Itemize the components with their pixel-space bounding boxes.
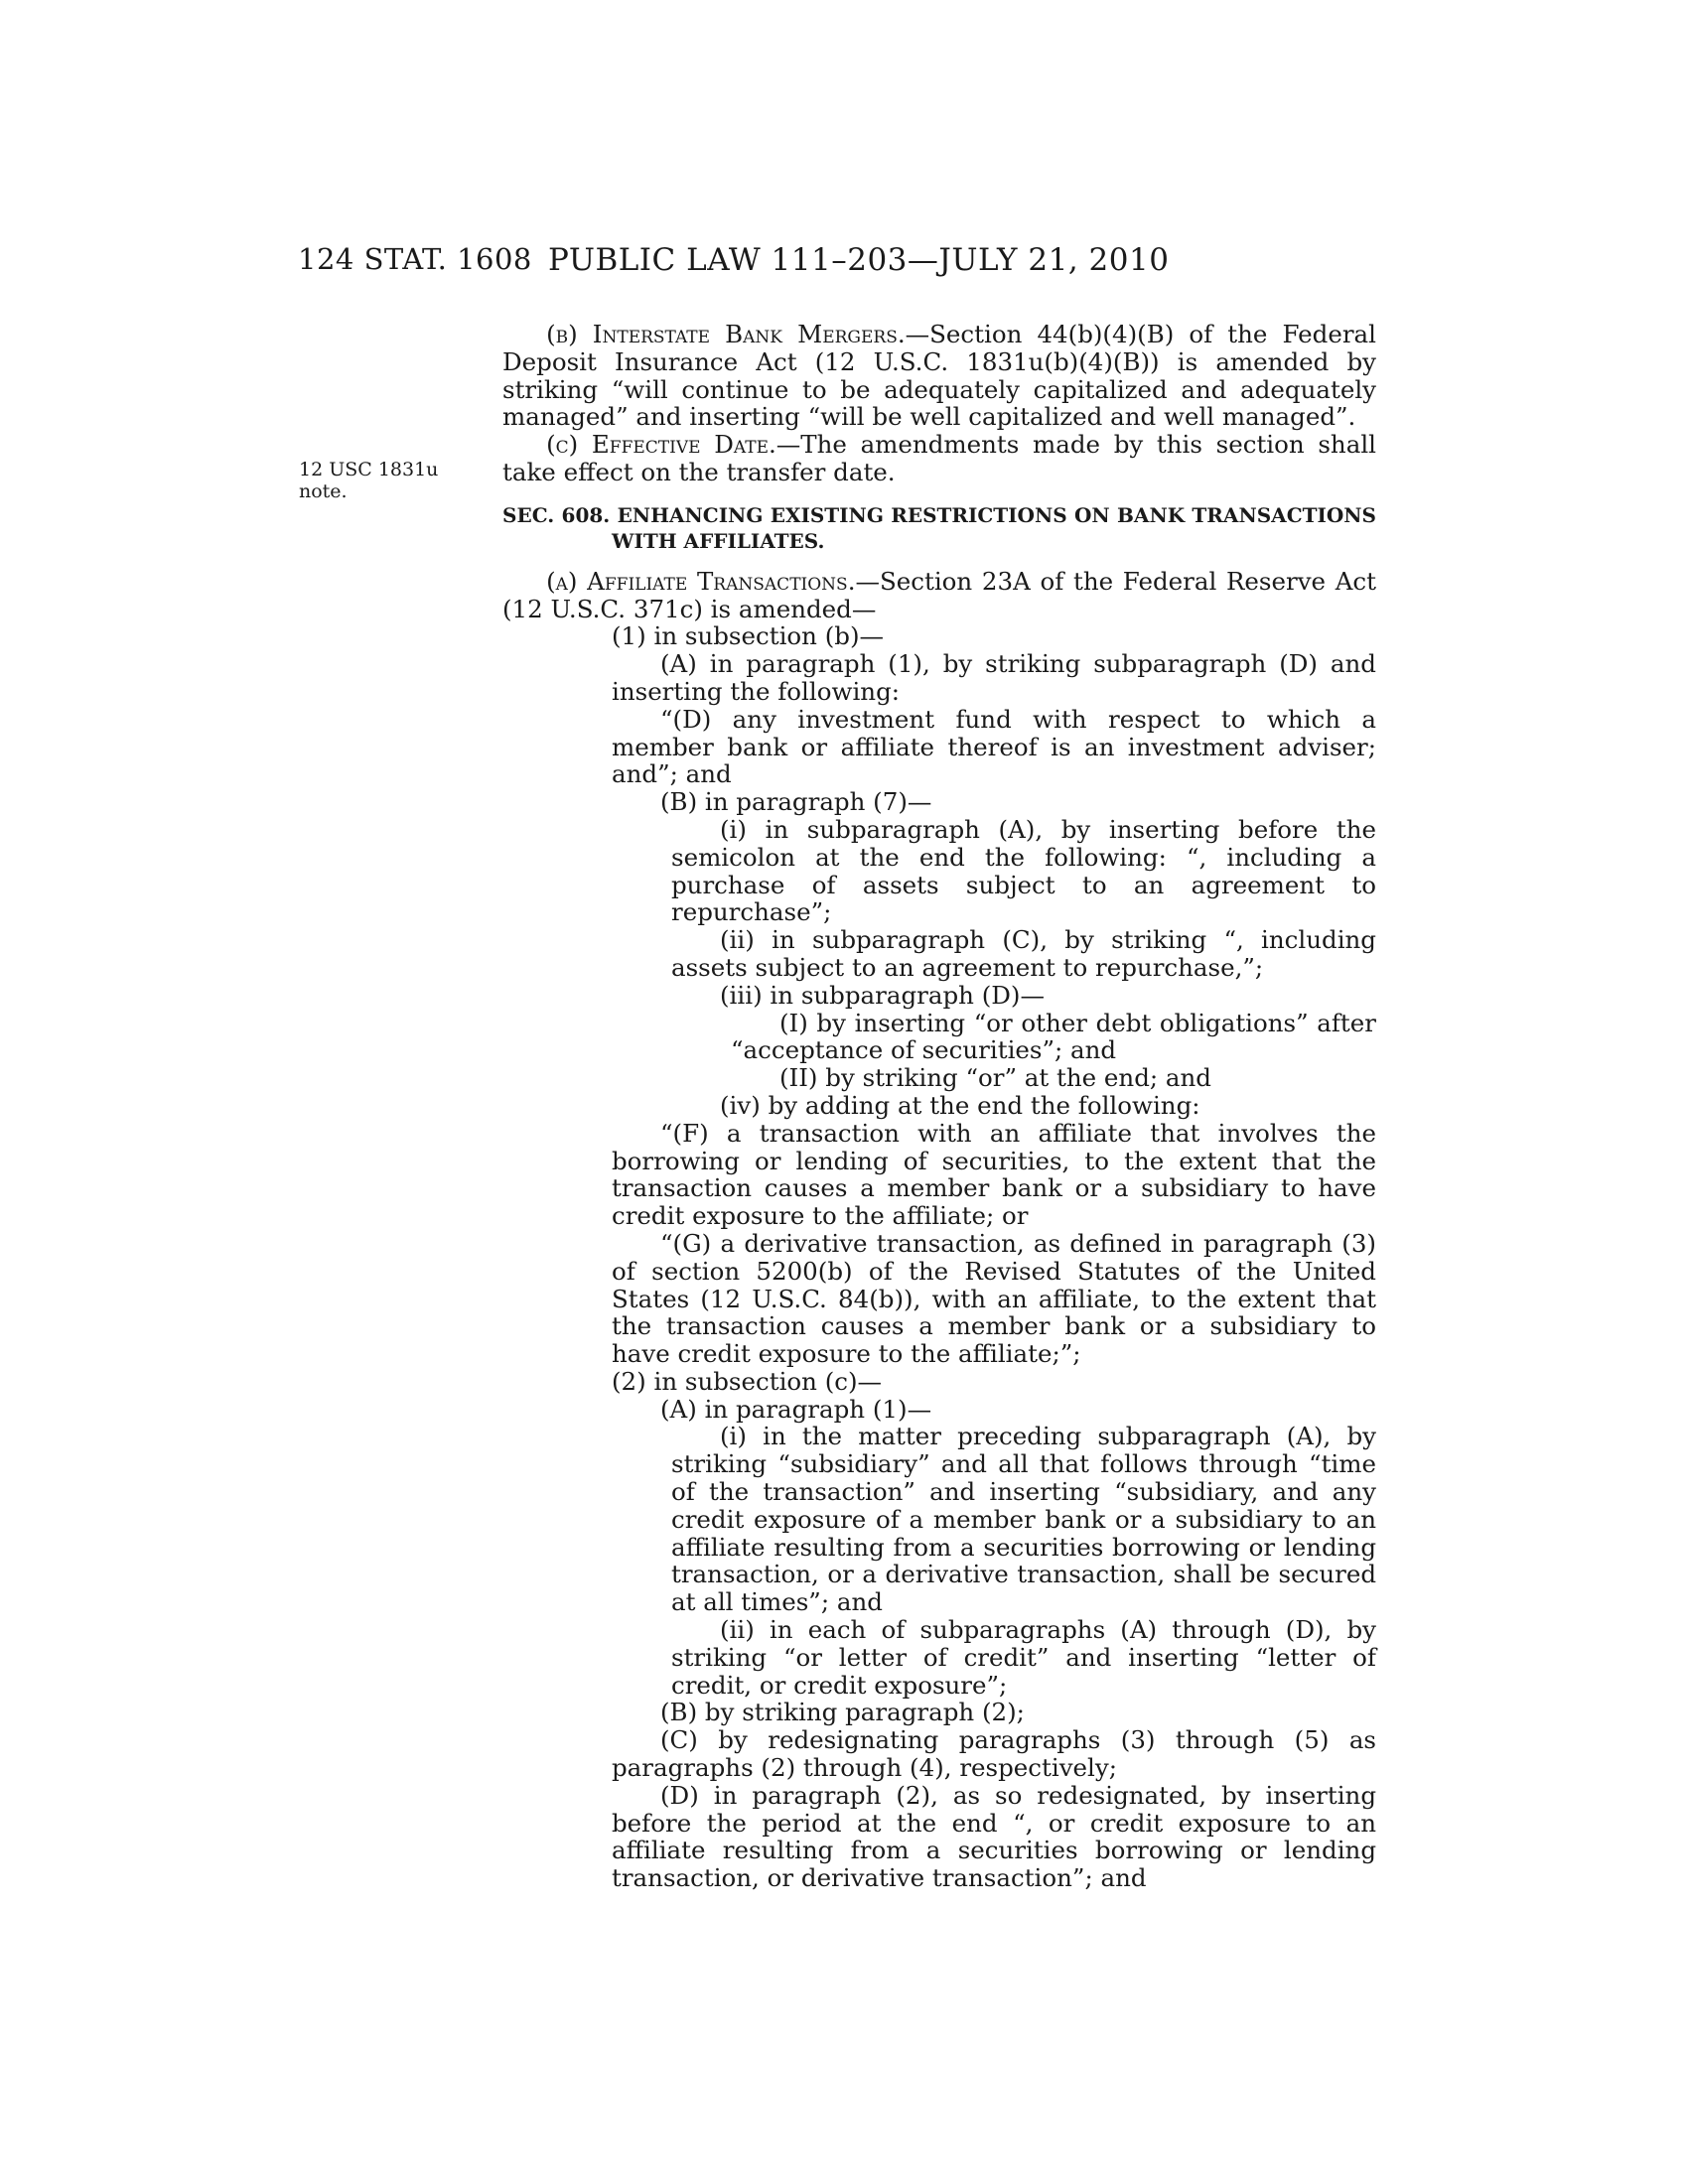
subsection-a-text: —Section 23A of the Federal Reserve Act (12 U.S.C. 371c) is amended— bbox=[502, 566, 1377, 623]
margin-note-citation: 12 USC 1831u bbox=[299, 459, 439, 480]
subsection-a-heading: (a) Affiliate Transactions. bbox=[546, 566, 856, 596]
list-item: (I) by inserting “or other debt obligations” after “acceptance of securities”; and bbox=[731, 1008, 1376, 1065]
list-item: (iv) by adding at the end the following: bbox=[720, 1090, 1200, 1120]
list-item: (i) in subparagraph (A), by inserting before the semicolon at the end the following: “, including a purchase of assets subject to an agreement to repurchase”; bbox=[671, 814, 1376, 927]
subsection-c bbox=[502, 431, 1376, 486]
list-item: (A) in paragraph (1)— bbox=[660, 1394, 932, 1424]
list-item: (C) by redesignating paragraphs (3) through (5) as paragraphs (2) through (4), respectively; bbox=[612, 1725, 1376, 1783]
list-item: “(D) any investment fund with respect to which a member bank or affiliate thereof is an investment adviser; and”; and bbox=[612, 704, 1376, 789]
document-body bbox=[502, 321, 1376, 1892]
list-item: (B) in paragraph (7)— bbox=[660, 787, 932, 817]
list-item: (i) in the matter preceding subparagraph (A), by striking “subsidiary” and all that follows through “time of the transaction” and inserting “subsidiary, and any credit exposure of a member bank or a subsidiary to an affiliate resulting from a securities borrowing or lending transaction, or a derivative transaction, shall be secured at all times”; and bbox=[671, 1422, 1376, 1617]
list-item: (iii) in subparagraph (D)— bbox=[720, 980, 1045, 1010]
list-item: (A) in paragraph (1), by striking subparagraph (D) and inserting the following: bbox=[612, 649, 1376, 706]
list-item: (2) in subsection (c)— bbox=[612, 1366, 883, 1396]
list-item: (B) by striking paragraph (2); bbox=[660, 1698, 1025, 1727]
subsection-c-text: —The amendments made by this section shall take effect on the transfer date. bbox=[502, 430, 1376, 486]
list-item: “(G) a derivative transaction, as defined in paragraph (3) of section 5200(b) of the Revised Statutes of the United States (12 U.S.C. 84(b)), with an affiliate, to the extent that the transaction causes a member bank or a subsidiary to have credit exposure to the affiliate;”; bbox=[612, 1228, 1376, 1369]
list-item: (ii) in each of subparagraphs (A) through (D), by striking “or letter of credit” and inserting “letter of credit, or credit exposure”; bbox=[671, 1615, 1376, 1700]
subsection-a bbox=[502, 568, 1376, 623]
margin-note bbox=[299, 459, 438, 502]
margin-note-label: note. bbox=[299, 480, 348, 502]
list-item: “(F) a transaction with an affiliate that involves the borrowing or lending of securities, to the extent that the transaction causes a member bank or a subsidiary to have credit exposure to the affiliate; or bbox=[612, 1118, 1376, 1231]
list-item: (1) in subsection (b)— bbox=[612, 621, 885, 651]
running-head: PUBLIC LAW 111–203—JULY 21, 2010 bbox=[548, 242, 1170, 278]
page-number: 124 STAT. 1608 bbox=[298, 242, 532, 276]
list-item: (ii) in subparagraph (C), by striking “, including assets subject to an agreement to repurchase,”; bbox=[671, 925, 1376, 982]
subsection-b bbox=[502, 321, 1376, 431]
list-item: (D) in paragraph (2), as so redesignated, by inserting before the period at the end “, or credit exposure to an affiliate resulting from a securities borrowing or lending transaction, or derivative transaction”; and bbox=[612, 1780, 1376, 1893]
subsection-b-heading: (b) Interstate Bank Mergers. bbox=[546, 320, 906, 348]
subsection-c-heading: (c) Effective Date. bbox=[546, 430, 776, 460]
section-heading: SEC. 608. ENHANCING EXISTING RESTRICTIONS ON BANK TRANSACTIONS WITH AFFILIATES. bbox=[502, 502, 1376, 553]
subsection-b-text: —Section 44(b)(4)(B) of the Federal Deposit Insurance Act (12 U.S.C. 1831u(b)(4)(B)) is amended by striking “will continue to be adequately capitalized and adequately managed” and inserting “will be well capitalized and well managed”. bbox=[502, 320, 1376, 432]
page-header bbox=[298, 242, 1370, 282]
list-item: (II) by striking “or” at the end; and bbox=[779, 1063, 1211, 1093]
